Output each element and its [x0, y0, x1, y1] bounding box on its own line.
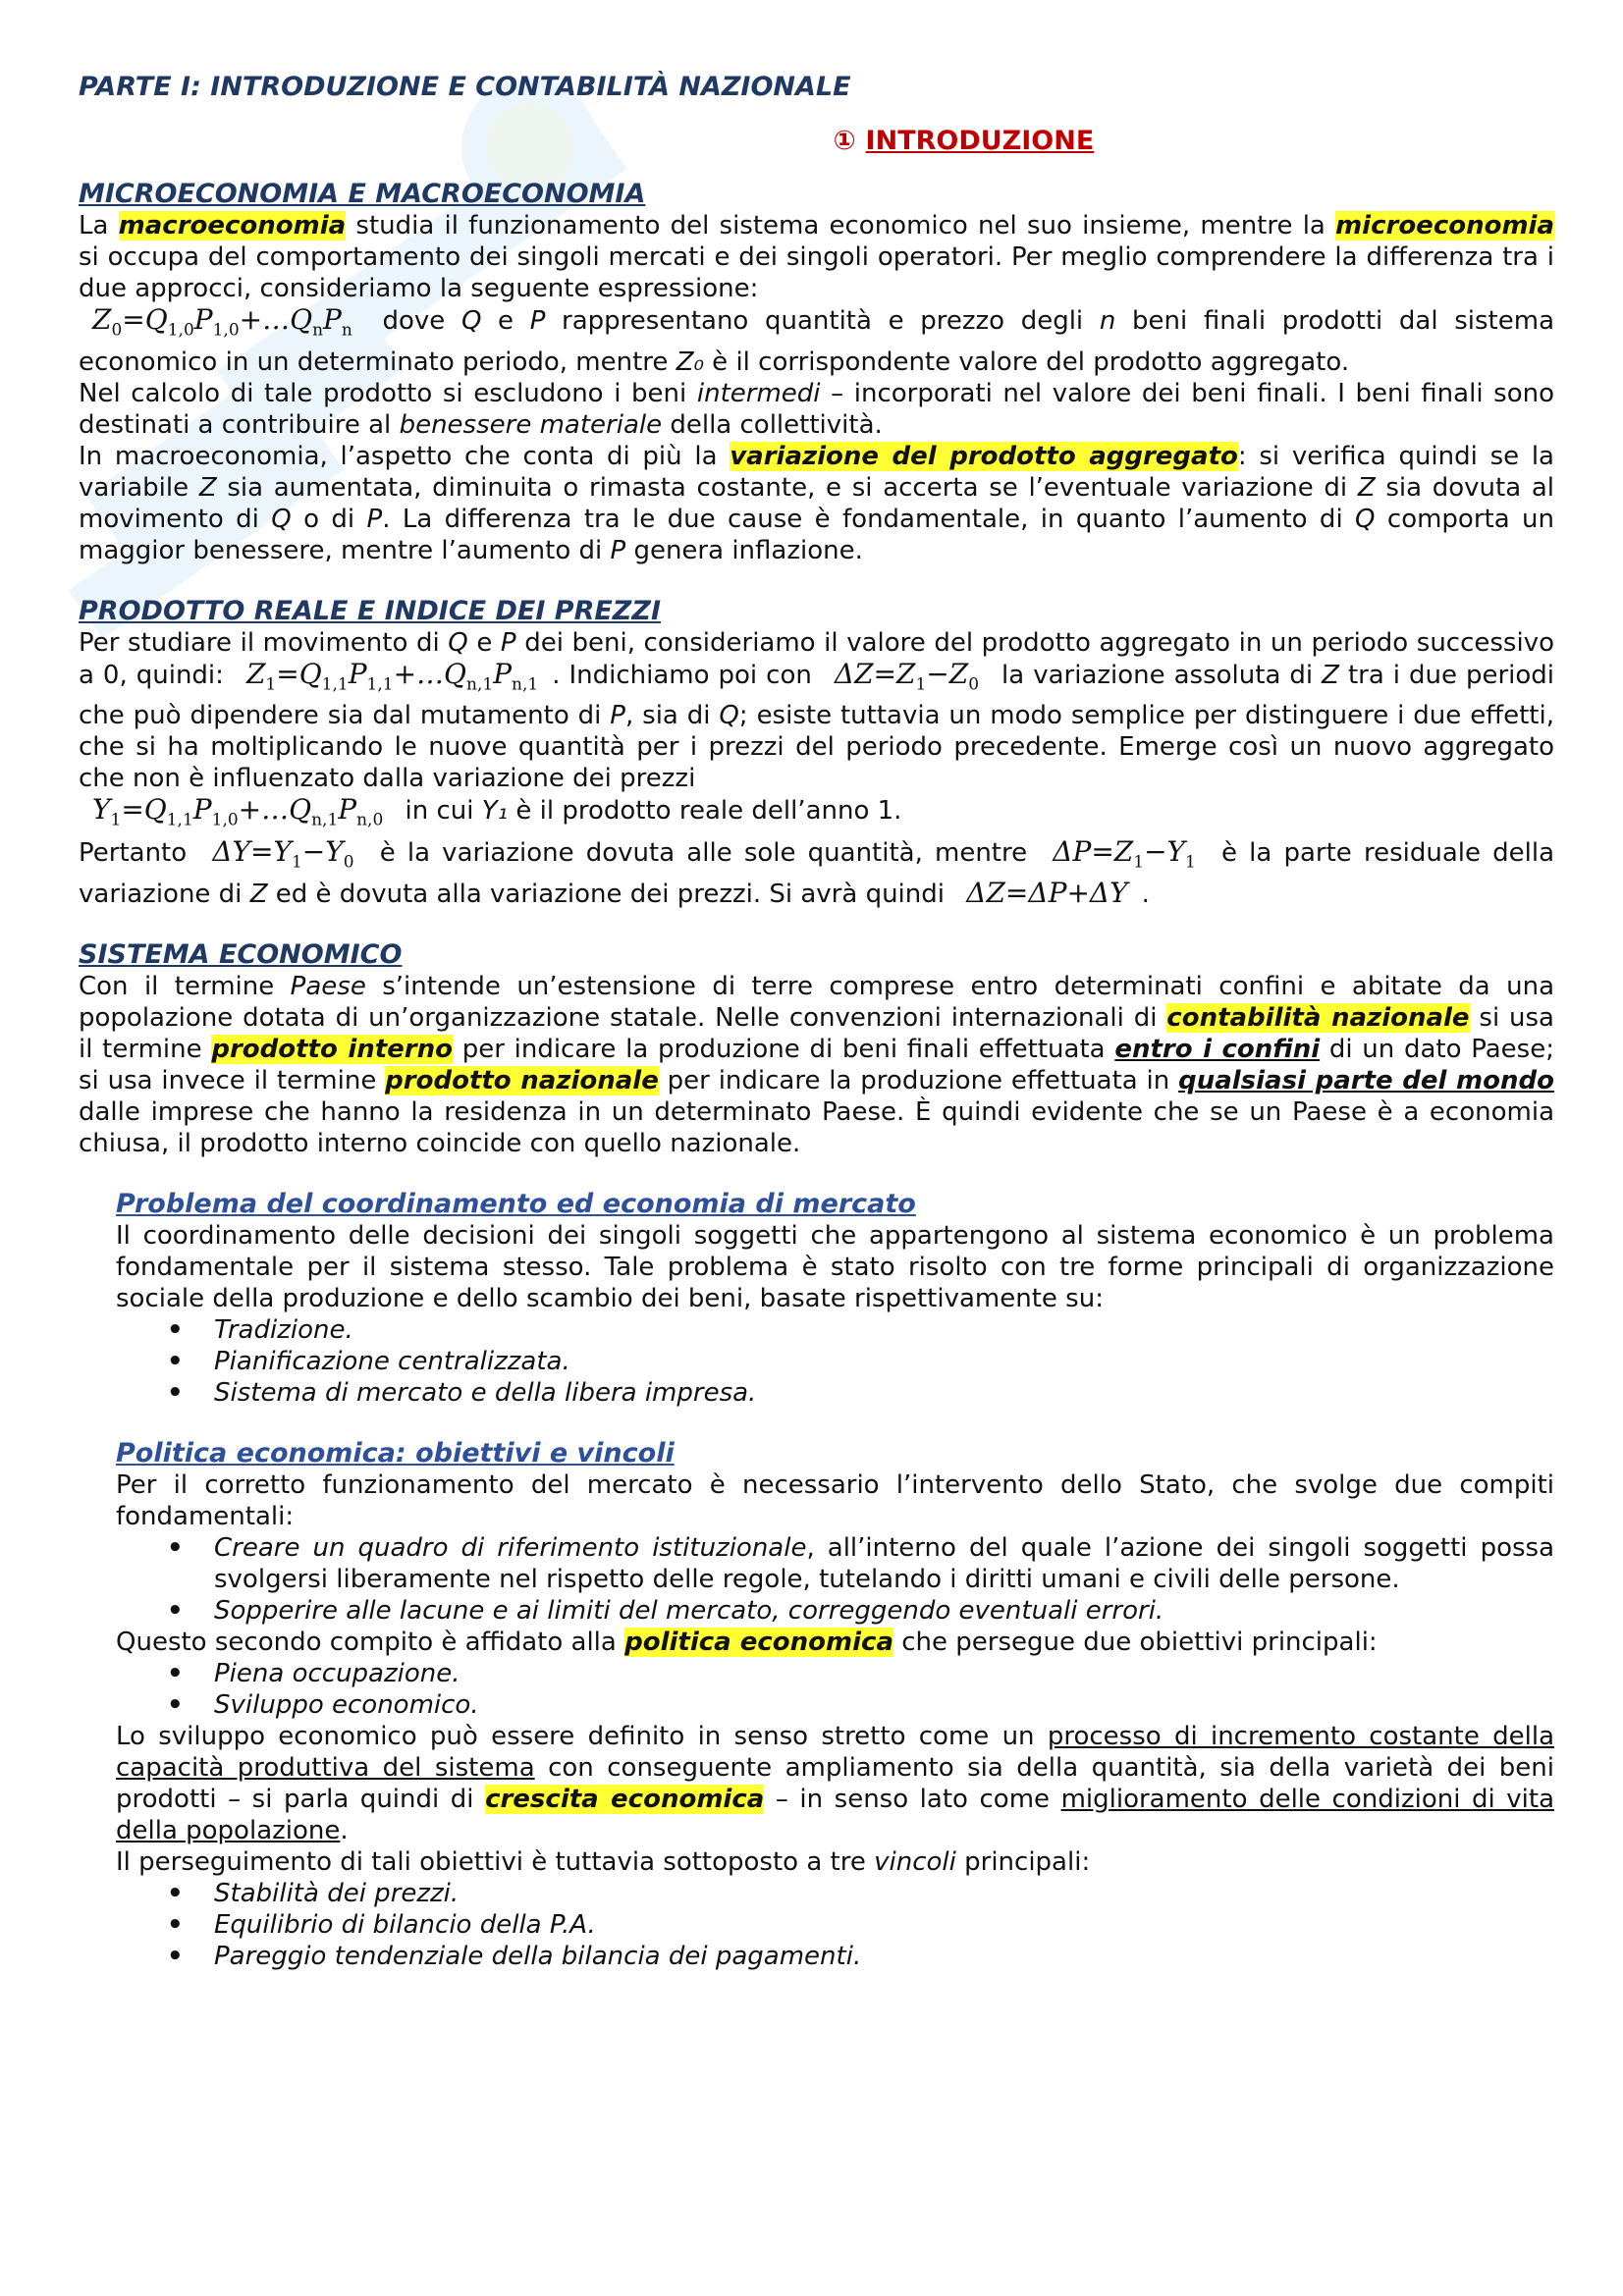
section-title-micro-macro: MICROECONOMIA E MACROECONOMIA	[79, 179, 646, 209]
subsection-title-coordinamento: Problema del coordinamento ed economia di mercato	[116, 1189, 916, 1220]
list-forme	[116, 1314, 1554, 1409]
highlight-crescita: crescita economica	[485, 1785, 765, 1815]
list-item: • Equilibrio di bilancio della P.A.	[214, 1909, 1554, 1941]
section-title-sistema-economico: SISTEMA ECONOMICO	[79, 939, 403, 971]
list-item: • Piena occupazione.	[214, 1658, 1554, 1689]
list-item: • Tradizione.	[214, 1314, 1554, 1346]
paragraph: Nel calcolo di tale prodotto si escludono i beni intermedi – incorporati nel valore dei beni finali. I beni finali sono destinati a contribuire al benessere materiale della collettività.	[79, 378, 1554, 440]
chapter-title: INTRODUZIONE	[865, 126, 1095, 156]
highlight-prodotto-interno: prodotto interno	[211, 1035, 453, 1065]
list-item: • Stabilità dei prezzi.	[214, 1878, 1554, 1909]
chapter-number-icon: ①	[833, 126, 856, 156]
formula-z1: $Z_1=Q_{1,1}P_{1,1}+\dots Q_{n,1}P_{n,1}$	[245, 657, 539, 695]
highlight-microeconomia: microeconomia	[1335, 211, 1555, 240]
paragraph: Il coordinamento delle decisioni dei singoli soggetti che appartengono al sistema economico è un problema fondamentale per il sistema stesso. Tale problema è stato risolto con tre forme principali di organizzazione sociale della produzione e dello scambio dei beni, basate rispettivamente su:	[116, 1221, 1554, 1314]
paragraph: Per studiare il movimento di Q e P dei beni, consideriamo il valore del prodotto aggregato in un periodo successivo a 0, quindi: $Z_1=Q_{1,1}P_{1,1}+\dots Q_{n,1}P_{n,1}$ . Indichiamo poi con $\Delta Z=Z_1-Z_0$ la variazione assoluta di Z tra i due periodi che può dipendere sia dal mutamento di P, sia di Q; esiste tuttavia un modo semplice per distinguere i due effetti, che si ha moltiplicando le nuove quantità per i prezzi del periodo precedente. Emerge così un nuovo aggregato che non è influenzato dalla variazione dei prezzi	[79, 627, 1555, 794]
paragraph: In macroeconomia, l’aspetto che conta di più la variazione del prodotto aggregato: si verifica quindi se la variabile Z sia aumentata, diminuita o rimasta costante, e si accerta se l’eventuale variazione di Z sia dovuta al movimento di Q o di P. La differenza tra le due cause è fondamentale, in quanto l’aumento di Q comporta un maggior benessere, mentre l’aumento di P genera inflazione.	[79, 441, 1554, 565]
formula-delta-z: $\Delta Z=Z_1-Z_0$	[834, 657, 980, 695]
list-item: • Sviluppo economico.	[214, 1689, 1554, 1721]
paragraph: Il perseguimento di tali obiettivi è tuttavia sottoposto a tre vincoli principali:	[116, 1847, 1091, 1878]
paragraph: La macroeconomia studia il funzionamento del sistema economico nel suo insieme, mentre la microeconomia si occupa del comportamento dei singoli mercati e dei singoli operatori. Per meglio comprendere la differenza tra i due approcci, consideriamo la seguente espressione:	[79, 211, 1555, 303]
list-vincoli	[116, 1878, 1554, 1972]
chapter-heading	[79, 126, 1554, 157]
formula-delta-p: $\Delta P=Z_1-Y_1$	[1053, 834, 1196, 873]
paragraph: $Z_0=Q_{1,0}P_{1,0}+\dots Q_nP_n$ dove Q e P rappresentano quantità e prezzo degli n beni finali prodotti dal sistema economico in un determinato periodo, mentre Z₀ è il corrispondente valore del prodotto aggregato.	[79, 303, 1554, 377]
paragraph: Per il corretto funzionamento del mercato è necessario l’intervento dello Stato, che svolge due compiti fondamentali:	[116, 1470, 1554, 1532]
list-item: • Pareggio tendenziale della bilancia dei pagamenti.	[214, 1941, 1554, 1972]
section-title-prodotto-reale: PRODOTTO REALE E INDICE DEI PREZZI	[79, 595, 662, 626]
paragraph: Lo sviluppo economico può essere definito in senso stretto come un processo di incremento costante della capacità produttiva del sistema con conseguente ampliamento sia della quantità, sia della varietà dei beni prodotti – si parla quindi di crescita economica – in senso lato come miglioramento delle condizioni di vita della popolazione.	[116, 1722, 1555, 1846]
list-obiettivi	[116, 1658, 1554, 1721]
paragraph: Con il termine Paese s’intende un’estensione di terre comprese entro determinati confini e abitate da una popolazione dotata di un’organizzazione statale. Nelle convenzioni internazionali di contabilità nazionale si usa il termine prodotto interno per indicare la produzione di beni finali effettuata entro i confini di un dato Paese; si usa invece il termine prodotto nazionale per indicare la produzione effettuata in qualsiasi parte del mondo dalle imprese che hanno la residenza in un determinato Paese. È quindi evidente che se un Paese è a economia chiusa, il prodotto interno coincide con quello nazionale.	[79, 972, 1555, 1159]
paragraph: $Y_1=Q_{1,1}P_{1,0}+\dots Q_{n,1}P_{n,0}$ in cui Y₁ è il prodotto reale dell’anno 1.	[92, 793, 902, 830]
formula-z0: $Z_0=Q_{1,0}P_{1,0}+\dots Q_nP_n$	[92, 303, 352, 341]
formula-delta-y: $\Delta Y=Y_1-Y_0$	[212, 834, 354, 873]
formula-y1: $Y_1=Q_{1,1}P_{1,0}+\dots Q_{n,1}P_{n,0}$	[92, 793, 384, 830]
highlight-macroeconomia: macroeconomia	[118, 211, 347, 240]
list-item: • Sopperire alle lacune e ai limiti del mercato, correggendo eventuali errori.	[214, 1595, 1554, 1627]
paragraph: Questo secondo compito è affidato alla politica economica che persegue due obiettivi principali:	[116, 1628, 1378, 1658]
highlight-variazione: variazione del prodotto aggregato	[730, 441, 1238, 471]
highlight-prodotto-nazionale: prodotto nazionale	[385, 1066, 659, 1096]
formula-delta-sum: ΔZ=ΔP+ΔY	[966, 877, 1128, 910]
part-title: PARTE I: INTRODUZIONE E CONTABILITÀ NAZIONALE	[79, 72, 851, 102]
list-item: • Creare un quadro di riferimento istituzionale, all’interno del quale l’azione dei singoli soggetti possa svolgersi liberamente nel rispetto delle regole, tutelando i diritti umani e civili delle persone.	[214, 1532, 1554, 1595]
highlight-contabilita: contabilità nazionale	[1166, 1003, 1470, 1034]
list-compiti	[116, 1532, 1554, 1627]
paragraph: Pertanto $\Delta Y=Y_1-Y_0$ è la variazione dovuta alle sole quantità, mentre $\Delta P=Z_1-Y_1$ è la parte residuale della variazione di Z ed è dovuta alla variazione dei prezzi. Si avrà quindi ΔZ=ΔP+ΔY .	[79, 834, 1554, 910]
subsection-title-politica: Politica economica: obiettivi e vincoli	[116, 1438, 675, 1469]
list-item: • Pianificazione centralizzata.	[214, 1346, 1554, 1377]
highlight-politica-economica: politica economica	[624, 1628, 893, 1658]
list-item: • Sistema di mercato e della libera impresa.	[214, 1377, 1554, 1409]
